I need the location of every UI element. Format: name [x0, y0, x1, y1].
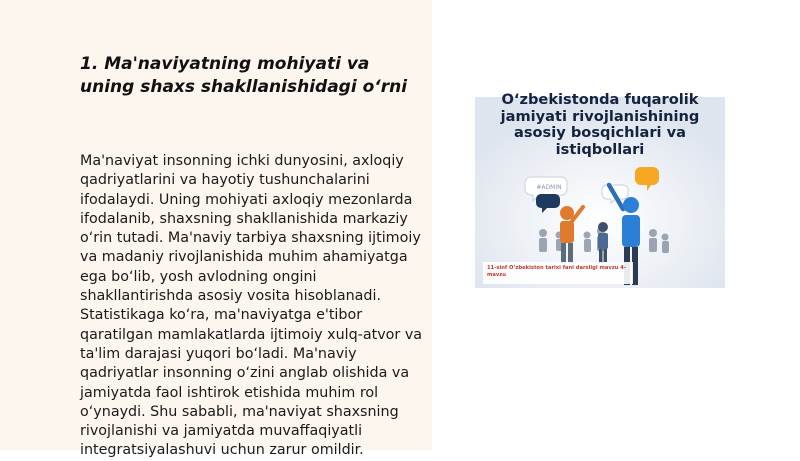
illustration-image: [475, 91, 725, 288]
image-title: O‘zbekistonda fuqarolik jamiyati rivojlanishining asosiy bosqichlari va istiqbollari: [500, 91, 700, 158]
slide-title: 1. Ma'naviyatning mohiyati va uning shaxs shakllanishidagi o‘rni: [80, 54, 408, 97]
speech-bubble-text: #ADMIN: [536, 184, 562, 191]
image-caption: 11-sinf O‘zbekiston tarixi fani darsligi mavzu 4-mavzu: [487, 265, 627, 278]
slide-body-text: Ma'naviyat insonning ichki dunyosini, axloqiy qadriyatlarini va hayotiy tushunchalarini ifodalaydi. Uning mohiyati axloqiy mezonlarda ifodalanib, shaxsning shakllanishida markaziy o‘rin tutadi. Ma'naviy tarbiya shaxsning ijtimoiy va madaniy rivojlanishida muhim ahamiyatga ega bo‘lib, yosh avlodning ongini shakllantirishda asosiy vosita hisoblanadi. Statistikaga ko‘ra, ma'naviyatga e'tibor qaratilgan mamlakatlarda ijtimoiy xulq-atvor va ta'lim darajasi yuqori bo‘ladi. Ma'naviy qadriyatlar insonning o‘zini anglab olishida va jamiyatda faol ishtirok etishida muhim rol o‘ynaydi. Shu sababli, ma'naviyat shaxsning rivojlanishi va jamiyatda muvaffaqiyatli integratsiyalashuvi uchun zarur omildir.: [80, 153, 423, 459]
